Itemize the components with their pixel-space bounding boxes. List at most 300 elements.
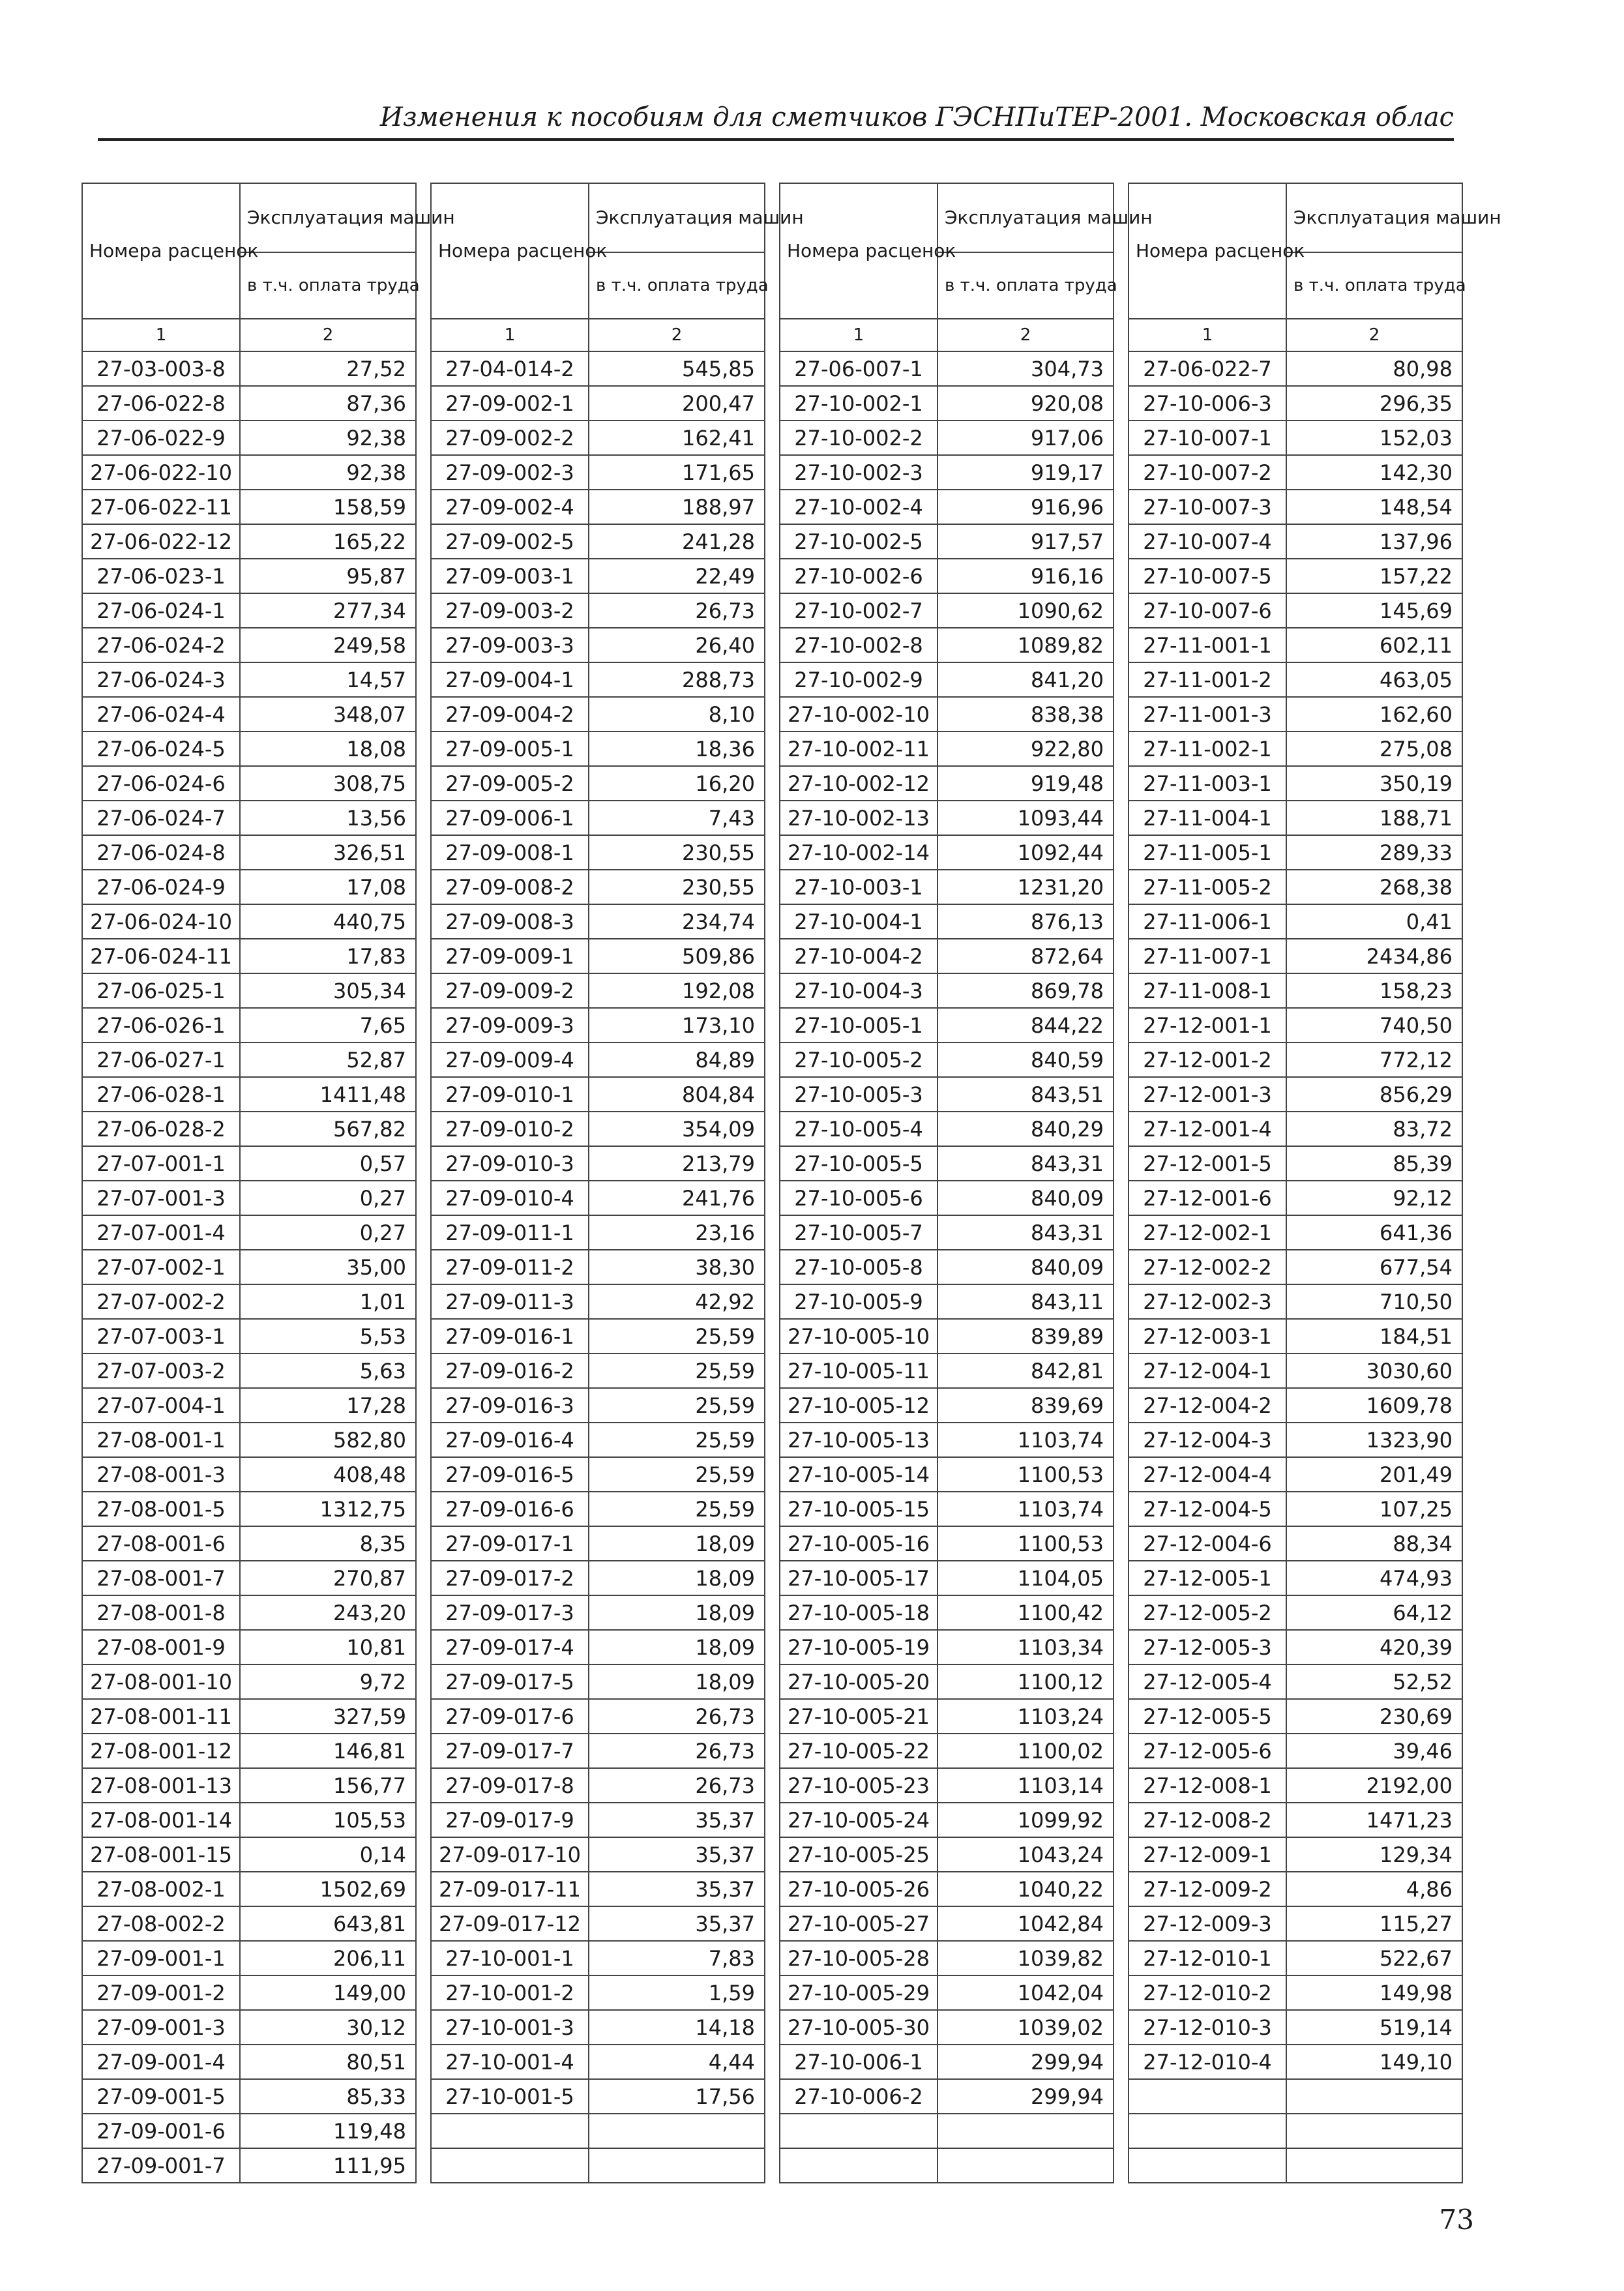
rate-code-cell: 27-10-005-9: [780, 1284, 937, 1319]
table-row: [780, 1975, 1114, 2010]
table-row: [431, 1388, 765, 1423]
rates-table-wrapper: [81, 183, 1501, 2178]
table-row: [431, 351, 765, 386]
rate-code-cell: 27-09-017-11: [431, 1872, 589, 1906]
rate-value-cell: [937, 2148, 1114, 2183]
table-row: [1129, 1319, 1462, 1353]
table-row: [82, 1146, 416, 1181]
rate-value-cell: 38,30: [589, 1250, 765, 1284]
rate-code-cell: 27-09-008-3: [431, 904, 589, 939]
rate-value-cell: 206,11: [240, 1941, 416, 1975]
table-row: [780, 801, 1114, 835]
rate-value-cell: [1286, 2114, 1462, 2148]
table-row: [82, 939, 416, 973]
rate-code-cell: 27-08-002-2: [82, 1906, 240, 1941]
rate-code-cell: 27-06-024-6: [82, 766, 240, 801]
table-row: [780, 1803, 1114, 1837]
rate-value-cell: 230,69: [1286, 1699, 1462, 1734]
rate-value-cell: 18,36: [589, 732, 765, 766]
rate-code-cell: 27-12-001-3: [1129, 1077, 1286, 1112]
rate-code-cell: 27-07-002-2: [82, 1284, 240, 1319]
rate-code-cell: 27-10-002-5: [780, 524, 937, 559]
rate-code-cell: 27-10-005-7: [780, 1215, 937, 1250]
rate-value-cell: 1502,69: [240, 1872, 416, 1906]
rate-value-cell: 1,59: [589, 1975, 765, 2010]
rate-value-cell: 80,51: [240, 2045, 416, 2079]
rate-value-cell: 241,28: [589, 524, 765, 559]
rate-value-cell: 288,73: [589, 662, 765, 697]
rate-code-cell: 27-10-002-2: [780, 421, 937, 455]
rate-code-cell: 27-06-026-1: [82, 1008, 240, 1042]
table-row: [431, 1872, 765, 1906]
table-row: [780, 421, 1114, 455]
table-row: [82, 1250, 416, 1284]
table-row: [431, 2079, 765, 2114]
table-row: [431, 801, 765, 835]
table-row: [431, 1630, 765, 1664]
table-row: [82, 1941, 416, 1975]
rate-value-cell: 26,73: [589, 1734, 765, 1768]
rate-code-cell: 27-10-002-1: [780, 386, 937, 421]
rate-code-cell: 27-12-010-2: [1129, 1975, 1286, 2010]
rate-value-cell: 1042,04: [937, 1975, 1114, 2010]
table-row: [1129, 2045, 1462, 2079]
rate-code-cell: 27-10-003-1: [780, 870, 937, 904]
rate-code-cell: 27-12-003-1: [1129, 1319, 1286, 1353]
rate-value-cell: 1099,92: [937, 1803, 1114, 1837]
table-row: [82, 1112, 416, 1146]
column-header-code: Номера расценок: [431, 183, 589, 319]
table-row: [780, 1008, 1114, 1042]
table-row: [780, 1388, 1114, 1423]
table-row: [1129, 1284, 1462, 1319]
rate-code-cell: 27-06-022-7: [1129, 351, 1286, 386]
rate-value-cell: 119,48: [240, 2114, 416, 2148]
rate-value-cell: 740,50: [1286, 1008, 1462, 1042]
table-row: [780, 2079, 1114, 2114]
rate-code-cell: 27-10-005-16: [780, 1526, 937, 1561]
rate-code-cell: 27-06-024-10: [82, 904, 240, 939]
rate-value-cell: 1104,05: [937, 1561, 1114, 1595]
rate-value-cell: 0,57: [240, 1146, 416, 1181]
table-row: [1129, 1146, 1462, 1181]
table-row: [431, 1457, 765, 1492]
rate-value-cell: 16,20: [589, 766, 765, 801]
rate-value-cell: 95,87: [240, 559, 416, 593]
table-block-3: [779, 183, 1153, 2144]
rate-code-cell: 27-09-017-5: [431, 1664, 589, 1699]
table-row: [82, 870, 416, 904]
table-row: [431, 1319, 765, 1353]
table-row: [82, 801, 416, 835]
rate-value-cell: 841,20: [937, 662, 1114, 697]
table-row: [1129, 939, 1462, 973]
rate-code-cell: 27-10-005-4: [780, 1112, 937, 1146]
rate-value-cell: 350,19: [1286, 766, 1462, 801]
rate-code-cell: 27-08-001-9: [82, 1630, 240, 1664]
rate-value-cell: 25,59: [589, 1492, 765, 1526]
rate-value-cell: 142,30: [1286, 455, 1462, 490]
rate-value-cell: 509,86: [589, 939, 765, 973]
rate-value-cell: 25,59: [589, 1423, 765, 1457]
rate-value-cell: 916,16: [937, 559, 1114, 593]
table-row: [431, 2148, 765, 2183]
rate-value-cell: 919,48: [937, 766, 1114, 801]
table-row: [82, 490, 416, 524]
rate-value-cell: 17,56: [589, 2079, 765, 2114]
rate-code-cell: 27-08-001-6: [82, 1526, 240, 1561]
rate-code-cell: 27-07-002-1: [82, 1250, 240, 1284]
rate-value-cell: 5,53: [240, 1319, 416, 1353]
rate-code-cell: 27-10-005-27: [780, 1906, 937, 1941]
table-row: [780, 1215, 1114, 1250]
rate-code-cell: 27-12-001-2: [1129, 1042, 1286, 1077]
table-row: [82, 455, 416, 490]
table-row: [82, 1630, 416, 1664]
rates-table: [779, 183, 1153, 2183]
table-row: [82, 1768, 416, 1803]
table-row: [82, 1319, 416, 1353]
table-row: [82, 1803, 416, 1837]
table-row: [1129, 870, 1462, 904]
table-row: [431, 1975, 765, 2010]
rates-table: [1128, 183, 1501, 2183]
rate-value-cell: [1286, 2079, 1462, 2114]
rate-value-cell: 26,40: [589, 628, 765, 662]
rate-value-cell: 201,49: [1286, 1457, 1462, 1492]
table-row: [780, 1526, 1114, 1561]
rate-value-cell: 230,55: [589, 870, 765, 904]
table-row: [1129, 801, 1462, 835]
rate-code-cell: 27-07-003-1: [82, 1319, 240, 1353]
rate-value-cell: 85,33: [240, 2079, 416, 2114]
table-row: [431, 1941, 765, 1975]
rate-code-cell: 27-09-016-5: [431, 1457, 589, 1492]
rate-code-cell: 27-08-001-12: [82, 1734, 240, 1768]
rate-value-cell: 643,81: [240, 1906, 416, 1941]
table-row: [1129, 1215, 1462, 1250]
rate-code-cell: 27-09-017-6: [431, 1699, 589, 1734]
rate-value-cell: 922,80: [937, 732, 1114, 766]
rate-value-cell: 844,22: [937, 1008, 1114, 1042]
table-row: [780, 1595, 1114, 1630]
rate-code-cell: 27-04-014-2: [431, 351, 589, 386]
rate-code-cell: [431, 2148, 589, 2183]
rate-value-cell: 2192,00: [1286, 1768, 1462, 1803]
rate-value-cell: 149,98: [1286, 1975, 1462, 2010]
rate-code-cell: 27-08-001-1: [82, 1423, 240, 1457]
rate-code-cell: 27-09-016-2: [431, 1353, 589, 1388]
table-row: [1129, 1457, 1462, 1492]
rate-value-cell: 25,59: [589, 1319, 765, 1353]
rate-code-cell: 27-09-001-4: [82, 2045, 240, 2079]
rate-value-cell: 1039,82: [937, 1941, 1114, 1975]
table-row: [1129, 2079, 1462, 2114]
rate-value-cell: 92,38: [240, 421, 416, 455]
table-row: [780, 1284, 1114, 1319]
rate-value-cell: 1093,44: [937, 801, 1114, 835]
table-row: [82, 697, 416, 732]
rate-code-cell: 27-10-001-1: [431, 1941, 589, 1975]
table-row: [431, 870, 765, 904]
rate-code-cell: 27-10-005-25: [780, 1837, 937, 1872]
rate-value-cell: 107,25: [1286, 1492, 1462, 1526]
table-row: [1129, 628, 1462, 662]
table-row: [780, 490, 1114, 524]
table-row: [780, 939, 1114, 973]
table-row: [1129, 1872, 1462, 1906]
rate-value-cell: 192,08: [589, 973, 765, 1008]
rate-code-cell: 27-06-022-10: [82, 455, 240, 490]
rate-value-cell: 710,50: [1286, 1284, 1462, 1319]
rate-value-cell: 917,06: [937, 421, 1114, 455]
rate-value-cell: 4,86: [1286, 1872, 1462, 1906]
rate-code-cell: 27-10-002-12: [780, 766, 937, 801]
rate-value-cell: 35,37: [589, 1803, 765, 1837]
rate-value-cell: 213,79: [589, 1146, 765, 1181]
rate-code-cell: 27-10-005-19: [780, 1630, 937, 1664]
rate-code-cell: 27-10-005-10: [780, 1319, 937, 1353]
rate-code-cell: 27-11-002-1: [1129, 732, 1286, 766]
rate-code-cell: 27-10-007-1: [1129, 421, 1286, 455]
table-row: [1129, 1112, 1462, 1146]
rate-code-cell: 27-06-022-9: [82, 421, 240, 455]
rate-code-cell: [431, 2114, 589, 2148]
rate-value-cell: 582,80: [240, 1423, 416, 1457]
table-row: [1129, 593, 1462, 628]
rate-code-cell: 27-10-005-23: [780, 1768, 937, 1803]
rate-value-cell: 1100,42: [937, 1595, 1114, 1630]
rate-code-cell: 27-10-005-11: [780, 1353, 937, 1388]
table-row: [431, 524, 765, 559]
table-row: [431, 1492, 765, 1526]
rate-value-cell: 4,44: [589, 2045, 765, 2079]
table-row: [780, 1181, 1114, 1215]
table-block-4: [1128, 183, 1501, 2144]
rate-value-cell: 26,73: [589, 593, 765, 628]
rate-value-cell: 1100,53: [937, 1457, 1114, 1492]
table-row: [82, 386, 416, 421]
column-header-labor: в т.ч. оплата труда: [589, 252, 765, 319]
table-row: [431, 1215, 765, 1250]
rate-code-cell: 27-10-007-3: [1129, 490, 1286, 524]
rate-code-cell: 27-11-001-2: [1129, 662, 1286, 697]
rate-code-cell: 27-10-001-3: [431, 2010, 589, 2045]
rate-value-cell: 304,73: [937, 351, 1114, 386]
rate-code-cell: 27-10-001-2: [431, 1975, 589, 2010]
column-number-1: 1: [780, 319, 937, 351]
rate-value-cell: 840,29: [937, 1112, 1114, 1146]
rate-value-cell: 348,07: [240, 697, 416, 732]
rate-value-cell: 171,65: [589, 455, 765, 490]
table-row: [780, 593, 1114, 628]
rates-table: [81, 183, 455, 2183]
rate-code-cell: 27-08-001-11: [82, 1699, 240, 1734]
rate-value-cell: 519,14: [1286, 2010, 1462, 2045]
table-row: [82, 1181, 416, 1215]
rate-value-cell: 1312,75: [240, 1492, 416, 1526]
rate-code-cell: [1129, 2114, 1286, 2148]
rate-code-cell: 27-09-011-1: [431, 1215, 589, 1250]
rate-code-cell: 27-03-003-8: [82, 351, 240, 386]
table-row: [1129, 2148, 1462, 2183]
rate-value-cell: 843,31: [937, 1146, 1114, 1181]
rate-value-cell: 641,36: [1286, 1215, 1462, 1250]
table-row: [1129, 1941, 1462, 1975]
rate-value-cell: 327,59: [240, 1699, 416, 1734]
column-header-code: Номера расценок: [1129, 183, 1286, 319]
rate-code-cell: 27-09-006-1: [431, 801, 589, 835]
page-header-title: Изменения к пособиям для сметчиков ГЭСНПиТЕР-2001. Московская облас: [379, 102, 1454, 132]
table-row: [82, 1734, 416, 1768]
rate-code-cell: 27-10-005-13: [780, 1423, 937, 1457]
rate-code-cell: 27-07-001-3: [82, 1181, 240, 1215]
table-row: [1129, 1595, 1462, 1630]
rate-value-cell: 920,08: [937, 386, 1114, 421]
rate-code-cell: 27-12-002-2: [1129, 1250, 1286, 1284]
rate-value-cell: 843,31: [937, 1215, 1114, 1250]
table-row: [780, 1319, 1114, 1353]
column-number-1: 1: [1129, 319, 1286, 351]
rate-code-cell: 27-09-017-4: [431, 1630, 589, 1664]
rate-value-cell: 408,48: [240, 1457, 416, 1492]
rate-value-cell: 84,89: [589, 1042, 765, 1077]
rate-value-cell: 52,87: [240, 1042, 416, 1077]
rate-value-cell: 440,75: [240, 904, 416, 939]
rate-code-cell: 27-10-002-6: [780, 559, 937, 593]
rate-value-cell: 158,23: [1286, 973, 1462, 1008]
rate-value-cell: 200,47: [589, 386, 765, 421]
rate-value-cell: 296,35: [1286, 386, 1462, 421]
table-row: [1129, 1526, 1462, 1561]
table-row: [431, 1077, 765, 1112]
rate-value-cell: 5,63: [240, 1353, 416, 1388]
table-row: [780, 1112, 1114, 1146]
rate-code-cell: 27-10-004-2: [780, 939, 937, 973]
column-number-2: 2: [937, 319, 1114, 351]
rate-value-cell: 354,09: [589, 1112, 765, 1146]
rate-code-cell: 27-10-005-26: [780, 1872, 937, 1906]
table-row: [82, 1457, 416, 1492]
table-row: [1129, 524, 1462, 559]
rate-value-cell: 1039,02: [937, 2010, 1114, 2045]
rate-value-cell: 522,67: [1286, 1941, 1462, 1975]
table-row: [1129, 1664, 1462, 1699]
rate-value-cell: 268,38: [1286, 870, 1462, 904]
rate-value-cell: 1089,82: [937, 628, 1114, 662]
rate-code-cell: 27-12-004-6: [1129, 1526, 1286, 1561]
table-row: [780, 2114, 1114, 2148]
table-row: [780, 559, 1114, 593]
table-row: [431, 904, 765, 939]
rate-value-cell: 916,96: [937, 490, 1114, 524]
rate-code-cell: 27-10-005-6: [780, 1181, 937, 1215]
rate-value-cell: 18,09: [589, 1664, 765, 1699]
table-row: [1129, 490, 1462, 524]
table-row: [1129, 1768, 1462, 1803]
rate-code-cell: [1129, 2148, 1286, 2183]
rate-value-cell: 1092,44: [937, 835, 1114, 870]
column-number-2: 2: [240, 319, 416, 351]
rate-code-cell: [1129, 2079, 1286, 2114]
rate-value-cell: 85,39: [1286, 1146, 1462, 1181]
table-row: [1129, 904, 1462, 939]
rate-code-cell: 27-11-001-3: [1129, 697, 1286, 732]
table-row: [780, 1906, 1114, 1941]
rate-value-cell: 156,77: [240, 1768, 416, 1803]
table-row: [431, 1768, 765, 1803]
rate-code-cell: 27-10-007-5: [1129, 559, 1286, 593]
rate-value-cell: [589, 2148, 765, 2183]
rate-code-cell: 27-10-002-8: [780, 628, 937, 662]
rate-value-cell: 158,59: [240, 490, 416, 524]
rate-value-cell: 230,55: [589, 835, 765, 870]
table-row: [431, 732, 765, 766]
table-row: [82, 2079, 416, 2114]
rate-value-cell: 277,34: [240, 593, 416, 628]
rate-code-cell: 27-08-001-8: [82, 1595, 240, 1630]
rate-code-cell: 27-08-001-10: [82, 1664, 240, 1699]
rate-value-cell: 1043,24: [937, 1837, 1114, 1872]
table-row: [780, 455, 1114, 490]
rate-value-cell: 234,74: [589, 904, 765, 939]
rate-value-cell: 17,08: [240, 870, 416, 904]
rate-code-cell: 27-09-017-9: [431, 1803, 589, 1837]
rate-code-cell: 27-06-024-2: [82, 628, 240, 662]
rate-code-cell: 27-06-024-9: [82, 870, 240, 904]
rate-value-cell: 1042,84: [937, 1906, 1114, 1941]
rate-value-cell: 162,41: [589, 421, 765, 455]
rate-value-cell: 7,65: [240, 1008, 416, 1042]
column-header-exploitation: Эксплуатация машин: [1286, 183, 1462, 252]
rate-value-cell: 64,12: [1286, 1595, 1462, 1630]
rate-value-cell: 0,14: [240, 1837, 416, 1872]
table-row: [82, 1008, 416, 1042]
column-header-code: Номера расценок: [780, 183, 937, 319]
rate-value-cell: 843,51: [937, 1077, 1114, 1112]
rate-code-cell: 27-12-009-1: [1129, 1837, 1286, 1872]
rate-code-cell: 27-10-002-7: [780, 593, 937, 628]
table-row: [82, 1215, 416, 1250]
rate-code-cell: 27-12-002-1: [1129, 1215, 1286, 1250]
rate-code-cell: 27-12-002-3: [1129, 1284, 1286, 1319]
rate-code-cell: 27-10-005-28: [780, 1941, 937, 1975]
page-header: [98, 98, 1454, 141]
rate-value-cell: 80,98: [1286, 351, 1462, 386]
table-row: [431, 1837, 765, 1872]
rate-code-cell: 27-12-008-1: [1129, 1768, 1286, 1803]
rate-code-cell: 27-09-004-2: [431, 697, 589, 732]
table-block-2: [430, 183, 804, 2144]
rate-value-cell: 18,09: [589, 1561, 765, 1595]
table-row: [82, 904, 416, 939]
rate-value-cell: 105,53: [240, 1803, 416, 1837]
rate-value-cell: 42,92: [589, 1284, 765, 1319]
rate-code-cell: 27-12-009-3: [1129, 1906, 1286, 1941]
rate-value-cell: 115,27: [1286, 1906, 1462, 1941]
table-row: [82, 1872, 416, 1906]
rate-value-cell: 1609,78: [1286, 1388, 1462, 1423]
rate-value-cell: 18,08: [240, 732, 416, 766]
rate-value-cell: 88,34: [1286, 1526, 1462, 1561]
rate-code-cell: 27-12-004-5: [1129, 1492, 1286, 1526]
rate-code-cell: 27-12-005-5: [1129, 1699, 1286, 1734]
rate-value-cell: 839,69: [937, 1388, 1114, 1423]
rate-value-cell: 772,12: [1286, 1042, 1462, 1077]
rate-code-cell: 27-11-005-2: [1129, 870, 1286, 904]
table-row: [780, 2045, 1114, 2079]
rate-value-cell: 146,81: [240, 1734, 416, 1768]
